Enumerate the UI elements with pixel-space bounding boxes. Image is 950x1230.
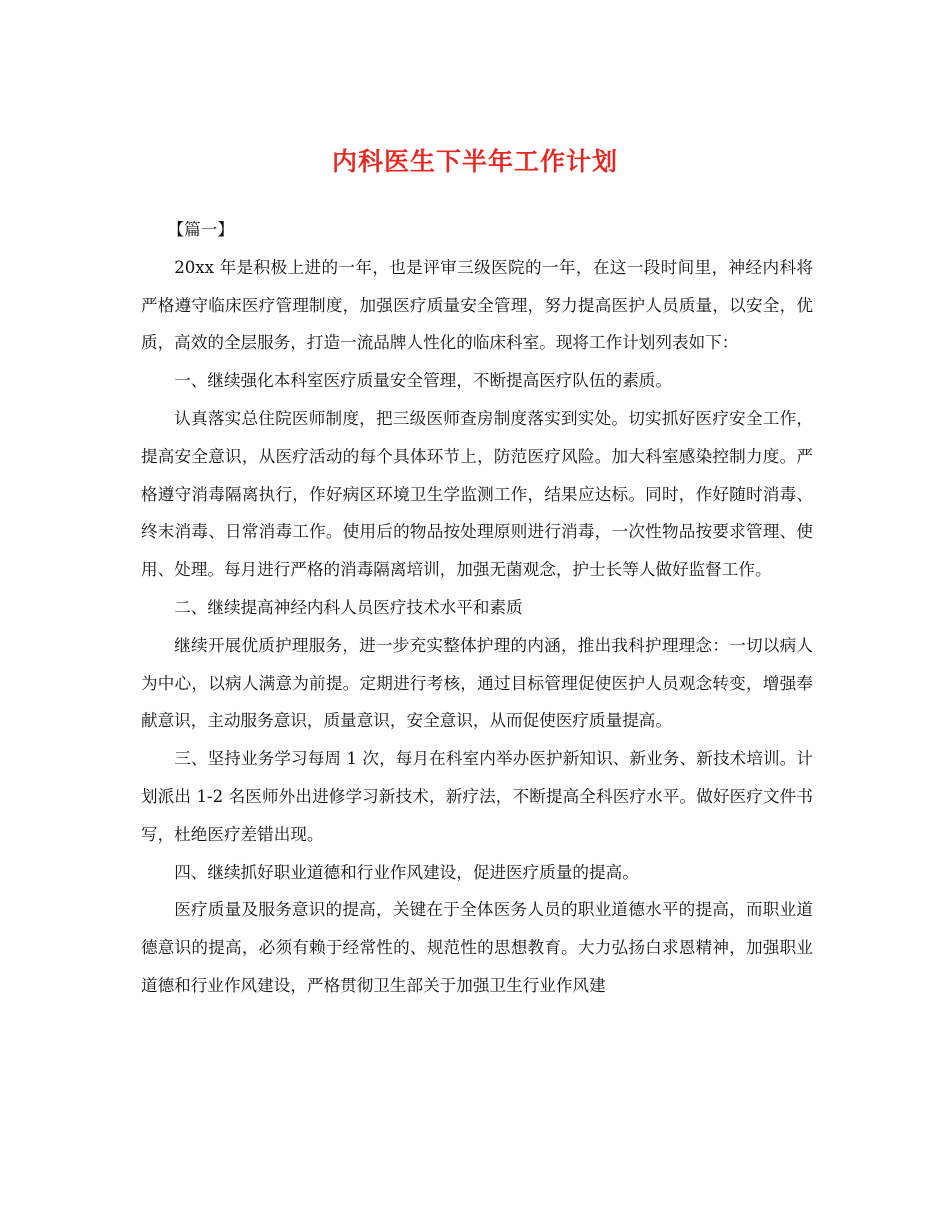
heading-item-2: 二、继续提高神经内科人员医疗技术水平和素质: [174, 597, 523, 617]
paragraph-item-3: 三、坚持业务学习每周 1 次，每月在科室内举办医护新知识、新业务、新技术培训。计划派出 1-2 名医师外出进修学习新技术，新疗法，不断提高全科医疗水平。做好医疗文件书写，杜绝医疗差错出现。: [141, 749, 813, 844]
paragraph-item-1: 认真落实总住院医师制度，把三级医师查房制度落实到实处。切实抓好医疗安全工作，提高安全意识，从医疗活动的每个具体环节上，防范医疗风险。加大科室感染控制力度。严格遵守消毒隔离执行，作好病区环境卫生学监测工作，结果应达标。同时，作好随时消毒、终末消毒、日常消毒工作。使用后的物品按处理原则进行消毒，一次性物品按要求管理、使用、处理。每月进行严格的消毒隔离培训，加强无菌观念，护士长等人做好监督工作。: [141, 408, 813, 580]
document-title: 内科医生下半年工作计划: [331, 147, 618, 176]
heading-item-1: 一、继续强化本科室医疗质量安全管理，不断提高医疗队伍的素质。: [174, 371, 672, 391]
paragraph-item-4: 医疗质量及服务意识的提高，关键在于全体医务人员的职业道德水平的提高，而职业道德意识的提高，必须有赖于经常性的、规范性的思想教育。大力弘扬白求恩精神，加强职业道德和行业作风建设，严格贯彻卫生部关于加强卫生行业作风建: [141, 900, 813, 995]
section-label: 【篇一】: [167, 220, 234, 239]
paragraph-item-2: 继续开展优质护理服务，进一步充实整体护理的内涵，推出我科护理理念：一切以病人为中心，以病人满意为前提。定期进行考核，通过目标管理促使医护人员观念转变，增强奉献意识，主动服务意识，质量意识，安全意识，从而促使医疗质量提高。: [141, 635, 813, 731]
paragraph-intro: 20xx 年是积极上进的一年，也是评审三级医院的一年，在这一段时间里，神经内科将严格遵守临床医疗管理制度，加强医疗质量安全管理，努力提高医护人员质量，以安全，优质，高效的全层服务，打造一流品牌人性化的临床科室。现将工作计划列表如下：: [141, 257, 813, 353]
document-body: [141, 211, 813, 1005]
heading-item-4: 四、继续抓好职业道德和行业作风建设，促进医疗质量的提高。: [174, 862, 639, 882]
